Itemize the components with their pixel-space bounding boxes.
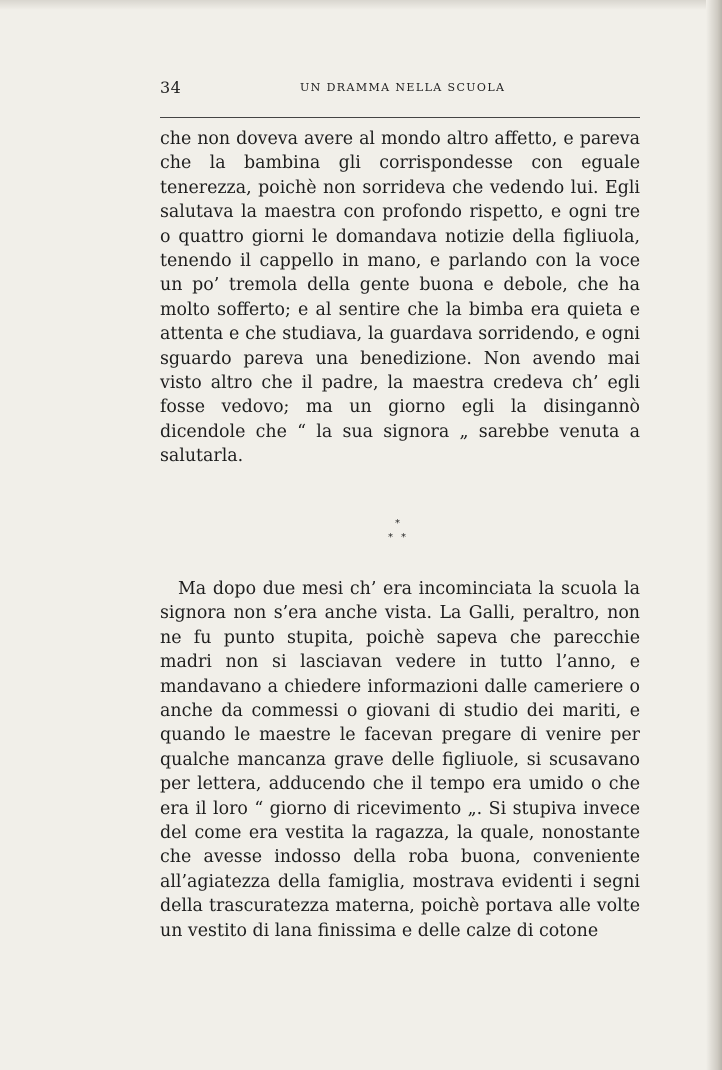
paragraph-2 [160, 577, 640, 943]
page-number: 34 [160, 78, 182, 97]
page-gutter-shadow [706, 0, 722, 1070]
section-asterism [380, 518, 420, 550]
header-rule [160, 117, 640, 118]
asterism-star-top: * [395, 518, 400, 529]
paragraph-text: Ma dopo due mesi ch’ era incominciata la scuola la signora non s’era anche vista. La Galli, peraltro, non ne fu punto stupita, poichè sapeva che parecchie madri non si lasciavan vedere in tutto l’anno, e mandavano a chiedere informazioni dalle cameriere o anche da commessi o giovani di studio dei mariti, e quando le maestre le facevan pregare di venire per qualche mancanza grave delle figliuole, si scusavano per lettera, adducendo che il tempo era umido o che era il loro “ giorno di ricevimento „. Si stupiva invece del come era vestita la ragazza, la quale, nonostante che avesse indosso della roba buona, conveniente all’agiatezza della famiglia, mostrava evidenti i segni della trascuratezza materna, poichè portava alle volte un vestito di lana finissima e delle calze di cotone [160, 579, 640, 941]
asterism-star-right: * [401, 532, 406, 543]
page-top-shadow [0, 0, 722, 10]
paragraph-1 [160, 127, 640, 469]
paragraph-text: che non doveva avere al mondo altro affetto, e pareva che la bambina gli corrispondesse con eguale tenerezza, poichè non sorrideva che vedendo lui. Egli salutava la maestra con profondo rispetto, e ogni tre o quattro giorni le domandava notizie della figliuola, tenendo il cappello in mano, e parlando con la voce un po’ tremola della gente buona e debole, che ha molto sofferto; e al sentire che la bimba era quieta e attenta e che studiava, la guardava sorridendo, e ogni sguardo pareva una benedizione. Non avendo mai visto altro che il padre, la maestra credeva ch’ egli fosse vedovo; ma un giorno egli la disingannò dicendole che “ la sua signora „ sarebbe venuta a salutarla. [160, 129, 640, 467]
asterism-star-left: * [388, 532, 393, 543]
page-header [160, 78, 640, 100]
running-title: UN DRAMMA NELLA SCUOLA [300, 81, 506, 94]
